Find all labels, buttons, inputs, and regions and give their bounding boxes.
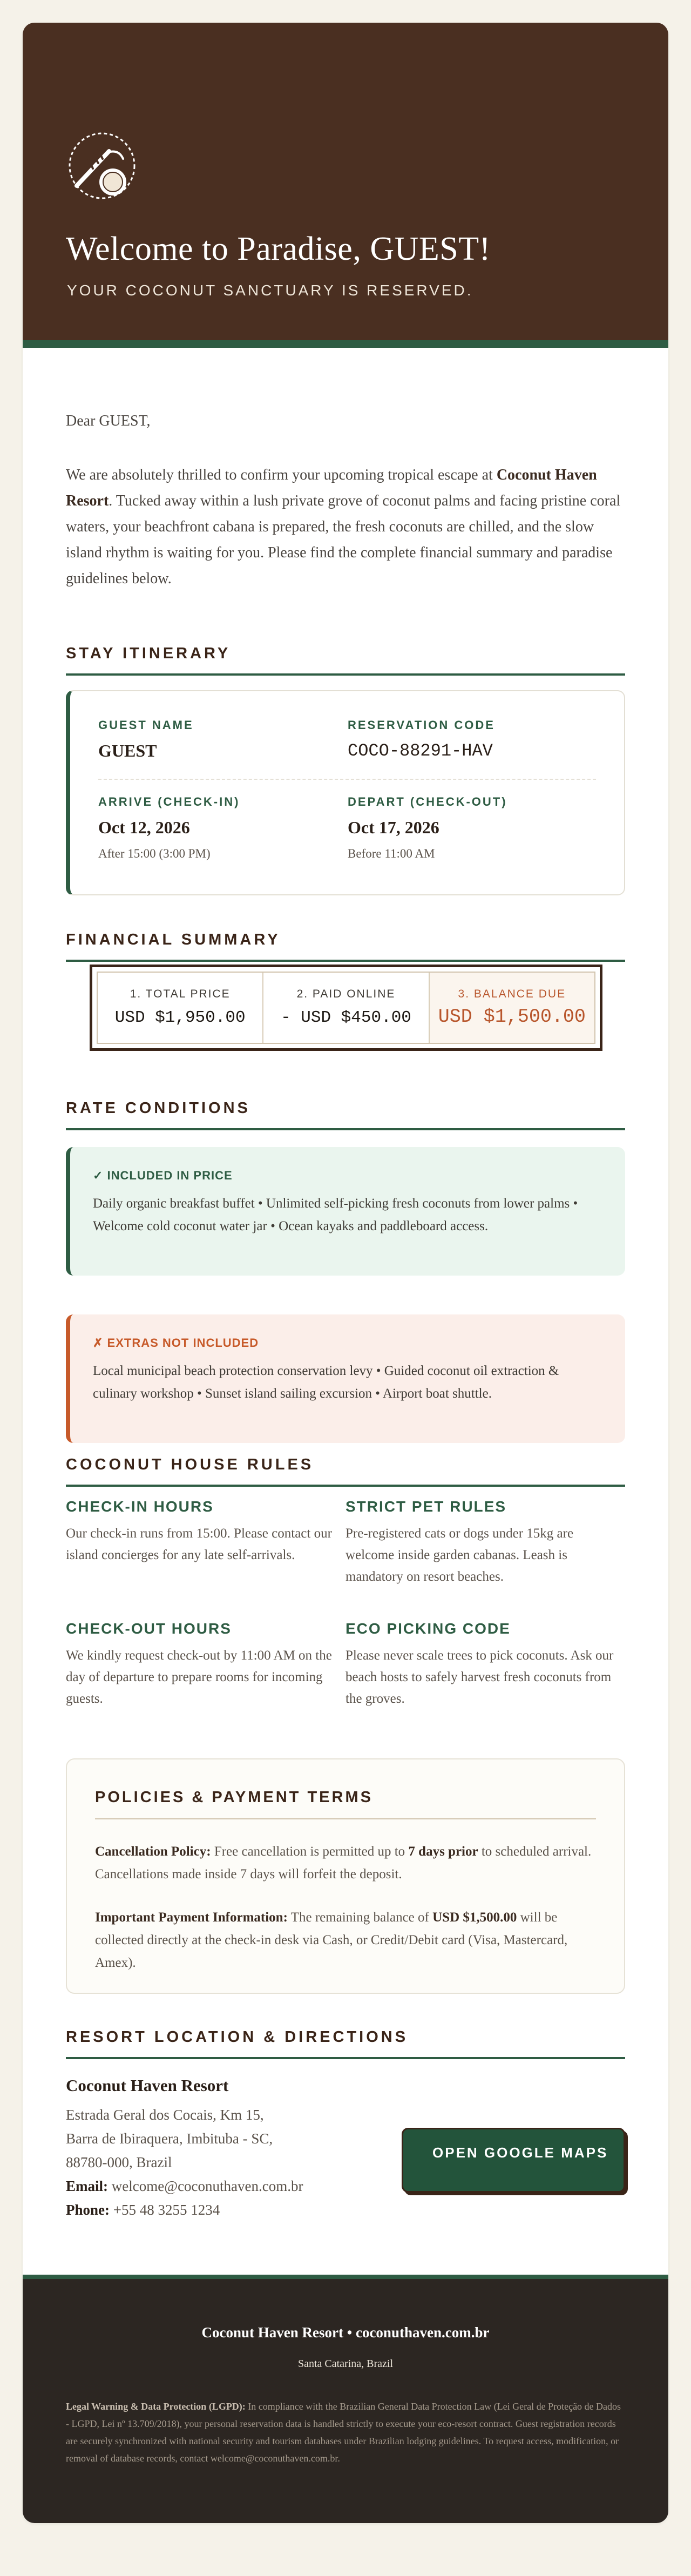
- intro-text-2: . Tucked away within a lush private grove of coconut palms and facing pristine coral waters, your beachfront cabana is prepared, the fresh coconuts are chilled, and the slow island rhythm is waiting for you. Please find the complete financial summary and paradise guidelines below.: [66, 493, 621, 587]
- address-line-1: Estrada Geral dos Cocais, Km 15,: [66, 2107, 264, 2123]
- rule-text: Our check-in runs from 15:00. Please contact our island concierges for any late self-arrivals.: [66, 1526, 332, 1562]
- address-line-2: Barra de Ibiraquera, Imbituba - SC,: [66, 2130, 273, 2147]
- cancellation-text-2: to scheduled arrival. Cancellations made inside 7 days will forfeit the deposit.: [95, 1844, 592, 1882]
- hero-header: [23, 23, 668, 348]
- rule-heading: CHECK-IN HOURS: [66, 1498, 214, 1515]
- financial-summary-inner: [97, 972, 595, 1044]
- resort-name: Coconut Haven Resort: [66, 2076, 229, 2095]
- arrive-note: After 15:00 (3:00 PM): [98, 847, 211, 860]
- depart-date: Oct 17, 2026: [348, 818, 439, 837]
- section-title-rules: COCONUT HOUSE RULES: [66, 1456, 625, 1487]
- paid-online-label: 2. PAID ONLINE: [296, 988, 396, 1000]
- section-title-itinerary: STAY ITINERARY: [66, 645, 625, 676]
- excluded-panel: [66, 1314, 625, 1443]
- excluded-title: ✗ EXTRAS NOT INCLUDED: [93, 1336, 259, 1350]
- rule-text: We kindly request check-out by 11:00 AM on the day of departure to prepare rooms for incoming guests.: [66, 1648, 332, 1706]
- section-title-location: RESORT LOCATION & DIRECTIONS: [66, 2028, 625, 2059]
- payment-bold: USD $1,500.00: [432, 1910, 517, 1925]
- email-label: Email:: [66, 2178, 108, 2194]
- greeting: Dear GUEST,: [66, 413, 151, 429]
- email-card: [23, 23, 668, 2523]
- total-price-value: USD $1,950.00: [114, 1008, 246, 1027]
- legal-label: Legal Warning & Data Protection (LGPD):: [66, 2401, 246, 2412]
- rule-text: Pre-registered cats or dogs under 15kg are welcome inside garden cabanas. Leash is mandatory on resort beaches.: [346, 1526, 574, 1584]
- cancellation-policy: [95, 1840, 596, 1886]
- email-line: [66, 2174, 368, 2198]
- footer: [23, 2275, 668, 2523]
- section-title-rates: RATE CONDITIONS: [66, 1100, 625, 1130]
- footer-location: Santa Catarina, Brazil: [297, 2358, 394, 2370]
- policies-card: [66, 1758, 625, 1994]
- phone-label: Phone:: [66, 2202, 110, 2218]
- paid-online-cell: [263, 973, 429, 1043]
- rule-heading: CHECK-OUT HOURS: [66, 1620, 232, 1637]
- phone-value[interactable]: +55 48 3255 1234: [110, 2202, 220, 2218]
- itinerary-card: [66, 690, 625, 895]
- footer-resort-name: Coconut Haven Resort • coconuthaven.com.br: [201, 2324, 490, 2341]
- included-text: Daily organic breakfast buffet • Unlimited self-picking fresh coconuts from lower palms • Welcome cold coconut water jar • Ocean kayaks and paddleboard access.: [93, 1196, 578, 1233]
- email-value[interactable]: welcome@coconuthaven.com.br: [108, 2178, 303, 2194]
- payment-text-2: will be collected directly at the check-in desk via Cash, or Credit/Debit card (Visa, Mastercard, Amex).: [95, 1910, 568, 1970]
- resort-address: [66, 2103, 368, 2222]
- footer-legal-notice: [66, 2398, 625, 2467]
- arrive-date: Oct 12, 2026: [98, 818, 190, 837]
- arrive-label: ARRIVE (CHECK-IN): [98, 795, 240, 808]
- guest-name-value: GUEST: [98, 741, 157, 760]
- reservation-code-label: RESERVATION CODE: [348, 718, 495, 732]
- rule-heading: STRICT PET RULES: [346, 1498, 507, 1515]
- hero-title: Welcome to Paradise, GUEST!: [66, 231, 491, 267]
- cancellation-bold: 7 days prior: [408, 1844, 478, 1859]
- cancellation-text-1: Free cancellation is permitted up to: [211, 1844, 409, 1859]
- payment-information: [95, 1906, 596, 1974]
- coconut-palm-logo-icon: [67, 131, 137, 201]
- rule-pet: [346, 1498, 615, 1588]
- depart-note: Before 11:00 AM: [348, 847, 435, 860]
- excluded-text: Local municipal beach protection conservation levy • Guided coconut oil extraction & culinary workshop • Sunset island sailing excursion • Airport boat shuttle.: [93, 1364, 559, 1401]
- included-panel: [66, 1147, 625, 1276]
- rule-text: Please never scale trees to pick coconuts. Ask our beach hosts to safely harvest fresh coconuts from the groves.: [346, 1648, 614, 1706]
- legal-text: In compliance with the Brazilian General Data Protection Law (Lei Geral de Proteção de Dados - LGPD, Lei nº 13.709/2018), your personal reservation data is handled strictly to execute your eco-resort contract. Guest registration records are securely synchronized with national security and tourism databases under Brazilian lodging guidelines. To request access, modification, or removal of database records, contact welcome@coconuthaven.com.br.: [66, 2401, 621, 2464]
- section-title-financial: FINANCIAL SUMMARY: [66, 931, 625, 962]
- total-price-label: 1. TOTAL PRICE: [130, 988, 231, 1000]
- guest-name-label: GUEST NAME: [98, 718, 194, 732]
- rule-heading: ECO PICKING CODE: [346, 1620, 511, 1637]
- itinerary-divider: [98, 779, 596, 780]
- depart-label: DEPART (CHECK-OUT): [348, 795, 507, 808]
- cancellation-label: Cancellation Policy:: [95, 1844, 211, 1859]
- rule-eco: [346, 1620, 615, 1710]
- address-line-3: 88780-000, Brazil: [66, 2154, 172, 2170]
- hero-tagline: YOUR COCONUT SANCTUARY IS RESERVED.: [67, 282, 473, 299]
- intro-resort-name: Coconut Haven Resort: [66, 467, 597, 509]
- paid-online-value: - USD $450.00: [281, 1008, 411, 1027]
- reservation-code-value: COCO-88291-HAV: [348, 741, 493, 761]
- balance-due-value: USD $1,500.00: [438, 1006, 586, 1028]
- rule-check-out: [66, 1620, 336, 1710]
- intro-text-1: We are absolutely thrilled to confirm your upcoming tropical escape at: [66, 467, 497, 483]
- phone-line: [66, 2198, 368, 2222]
- balance-due-label: 3. BALANCE DUE: [458, 988, 566, 1000]
- included-title: ✓ INCLUDED IN PRICE: [93, 1169, 233, 1182]
- intro-paragraph: [66, 462, 625, 592]
- financial-summary-table: [90, 965, 602, 1051]
- rule-check-in: [66, 1498, 336, 1566]
- payment-text-1: The remaining balance of: [287, 1910, 433, 1925]
- open-google-maps-button[interactable]: OPEN GOOGLE MAPS: [402, 2128, 625, 2193]
- total-price-cell: [98, 973, 263, 1043]
- balance-due-cell: [430, 973, 594, 1043]
- payment-label: Important Payment Information:: [95, 1910, 288, 1925]
- policies-title: POLICIES & PAYMENT TERMS: [95, 1789, 596, 1819]
